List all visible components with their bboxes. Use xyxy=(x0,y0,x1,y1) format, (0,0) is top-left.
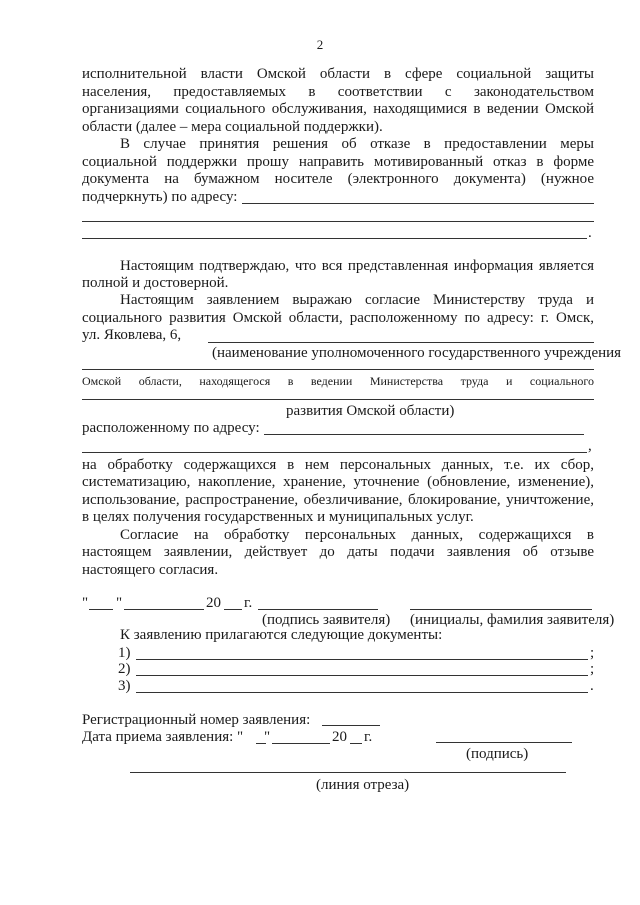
address-label: расположенному по адресу: xyxy=(82,420,260,436)
date-year-field[interactable] xyxy=(224,609,242,610)
registration-number-label: Регистрационный номер заявления: xyxy=(82,712,311,728)
attachment-3-field[interactable] xyxy=(136,692,588,693)
institution-name-field-2[interactable] xyxy=(82,369,594,370)
p5-line-3: использование, распространение, обезличивание, блокирование, уничтожение, xyxy=(82,492,594,508)
receipt-year-prefix: 20 xyxy=(332,729,347,745)
cut-line-caption: (линия отреза) xyxy=(316,777,410,793)
p4-line-1: Настоящим заявлением выражаю согласие Министерству труда и xyxy=(120,292,594,308)
p6-line-3: настоящего согласия. xyxy=(82,562,219,578)
applicant-name-field[interactable] xyxy=(410,609,592,610)
institution-name-field-3[interactable] xyxy=(82,399,594,400)
attachment-3-end: . xyxy=(590,678,594,694)
date-day-field[interactable] xyxy=(89,609,113,610)
p2-line-2: социальной поддержки прошу направить мотивированный отказ в форме xyxy=(82,154,594,170)
p6-line-1: Согласие на обработку персональных данных, содержащихся в xyxy=(120,527,594,543)
p1-line-2: населения, предоставляемых в соответствии с законодательством xyxy=(82,84,594,100)
date-month-field[interactable] xyxy=(124,609,204,610)
receiver-signature-field[interactable] xyxy=(436,742,572,743)
refusal-address-field-1[interactable] xyxy=(242,203,594,204)
p2-line-3: документа на бумажном носителе (электронного документа) (нужное xyxy=(82,171,594,187)
cut-line xyxy=(130,772,566,773)
receipt-month-field[interactable] xyxy=(272,743,330,744)
registration-number-field[interactable] xyxy=(322,725,380,726)
refusal-address-field-2[interactable] xyxy=(82,221,594,222)
p3-line-1: Настоящим подтверждаю, что вся представленная информация является xyxy=(120,258,594,274)
refusal-address-period: . xyxy=(588,225,592,241)
p6-line-2: настоящем заявлении, действует до даты подачи заявления об отзыве xyxy=(82,544,594,560)
attachment-2-number: 2) xyxy=(118,661,131,677)
receipt-date-label: Дата приема заявления: " xyxy=(82,729,244,745)
attachment-2-end: ; xyxy=(590,661,595,677)
date-year-prefix: 20 xyxy=(206,595,221,611)
institution-name-field[interactable] xyxy=(208,342,594,343)
p2-line-1: В случае принятия решения об отказе в предоставлении меры xyxy=(120,136,594,152)
refusal-address-field-3[interactable] xyxy=(82,238,587,239)
applicant-signature-field[interactable] xyxy=(258,609,378,610)
p2-line-4: подчеркнуть) по адресу: xyxy=(82,189,238,205)
attachment-2-field[interactable] xyxy=(136,675,588,676)
receipt-year-field[interactable] xyxy=(350,743,362,744)
page-number: 2 xyxy=(316,37,324,52)
applicant-name-caption: (инициалы, фамилия заявителя) xyxy=(410,612,615,628)
address-comma: , xyxy=(588,438,592,454)
receiver-signature-caption: (подпись) xyxy=(466,746,529,762)
ministry-caption: развития Омской области) xyxy=(286,403,455,419)
date-year-suffix: г. xyxy=(244,595,253,611)
omsk-ministry-line: Омской области, находящегося в ведении Министерства труда и социального xyxy=(82,374,594,388)
p5-line-4: в целях получения государственных и муниципальных услуг. xyxy=(82,509,474,525)
date-quote-close: " xyxy=(116,595,123,611)
receipt-date-quote-close: " xyxy=(264,729,271,745)
receipt-year-suffix: г. xyxy=(364,729,373,745)
attachments-title: К заявлению прилагаются следующие документы: xyxy=(120,627,443,643)
attachment-1-field[interactable] xyxy=(136,659,588,660)
p5-line-1: на обработку содержащихся в нем персональных данных, т.е. их сбор, xyxy=(82,457,594,473)
attachment-1-end: ; xyxy=(590,645,595,661)
p1-line-3: организациями социального обслуживания, находящимися в ведении Омской xyxy=(82,101,594,117)
attachment-3-number: 3) xyxy=(118,678,131,694)
institution-address-field-1[interactable] xyxy=(264,434,584,435)
applicant-signature-caption: (подпись заявителя) xyxy=(262,612,391,628)
institution-address-field-2[interactable] xyxy=(82,452,587,453)
attachment-1-number: 1) xyxy=(118,645,131,661)
p1-line-4: области (далее – мера социальной поддержки). xyxy=(82,119,383,135)
p4-line-2: социального развития Омской области, расположенному по адресу: г. Омск, xyxy=(82,310,594,326)
p5-line-2: систематизацию, накопление, хранение, уточнение (обновление, изменение), xyxy=(82,474,594,490)
date-quote-open: " xyxy=(82,595,89,611)
p3-line-2: полной и достоверной. xyxy=(82,275,229,291)
institution-caption: (наименование уполномоченного государственного учреждения xyxy=(212,345,622,361)
p4-line-3: ул. Яковлева, 6, xyxy=(82,327,182,343)
p1-line-1: исполнительной власти Омской области в сфере социальной защиты xyxy=(82,66,594,82)
